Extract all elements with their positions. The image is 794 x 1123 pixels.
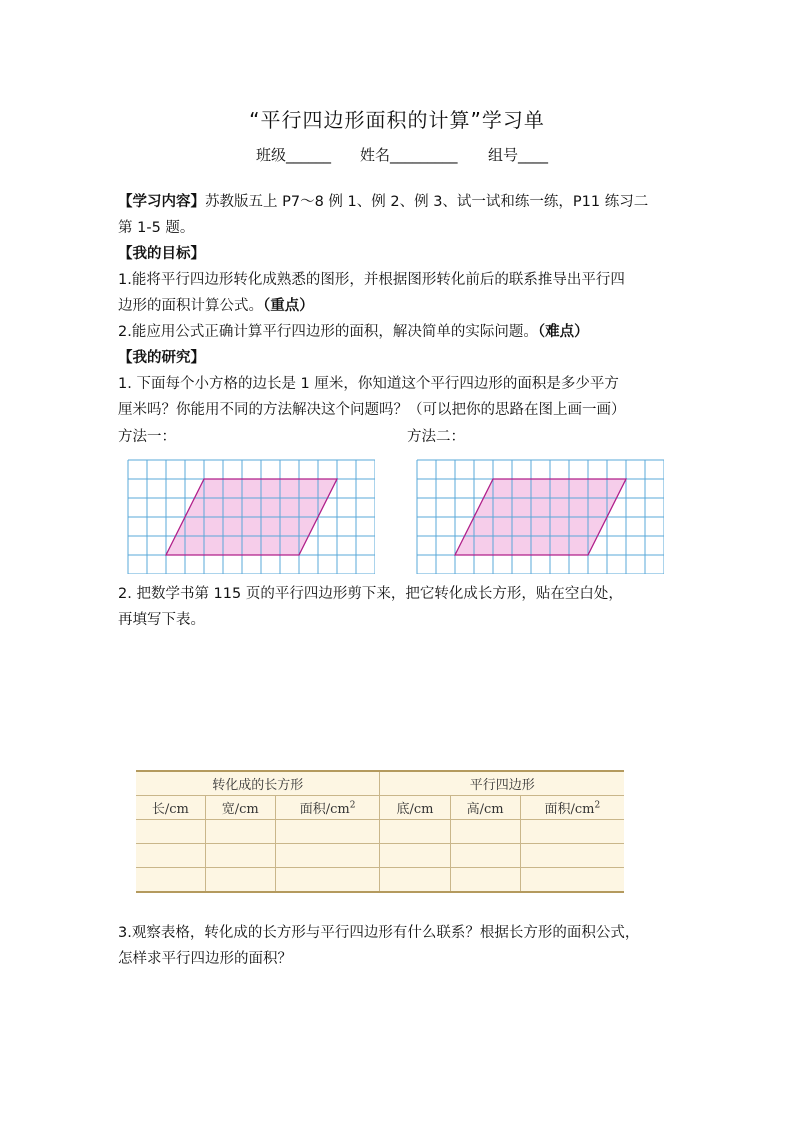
table-cell[interactable] (205, 868, 275, 893)
table-cell[interactable] (520, 820, 624, 844)
method2-label: 方法二： (407, 429, 465, 445)
goal1-line2-text: 边形的面积计算公式。 (118, 298, 263, 314)
table-cell[interactable] (450, 868, 520, 893)
study-text-2: 第 1-5 题。 (118, 220, 195, 236)
table-cell[interactable] (275, 868, 380, 893)
q1-line2: 厘米吗？你能用不同的方法解决这个问题吗？（可以把你的思路在图上画一画） (118, 402, 626, 418)
table-group-rectangle: 转化成的长方形 (136, 771, 380, 796)
difficult-point-mark: （难点） (537, 324, 589, 340)
research-tag: 【我的研究】 (118, 350, 205, 366)
record-table (136, 770, 624, 893)
q1-line1: 1. 下面每个小方格的边长是 1 厘米，你知道这个平行四边形的面积是多少平方 (118, 376, 619, 392)
goal2-text: 2.能应用公式正确计算平行四边形的面积，解决简单的实际问题。 (118, 324, 538, 340)
study-content-line1 (118, 189, 648, 215)
table-cell[interactable] (136, 868, 205, 893)
method1-label: 方法一： (118, 429, 176, 445)
grid-method-1[interactable] (127, 459, 375, 574)
table-cell[interactable] (275, 844, 380, 868)
col-base: 底/cm (380, 796, 450, 820)
table-cell[interactable] (205, 844, 275, 868)
goal1-line2 (118, 293, 314, 319)
table-cell[interactable] (450, 820, 520, 844)
class-label: 班级 (256, 146, 287, 164)
table-row (136, 844, 624, 868)
table-cell[interactable] (520, 868, 624, 893)
col-para-area: 面积$/cm^2$ (520, 796, 624, 820)
q3-line1: 3.观察表格，转化成的长方形与平行四边形有什么联系？根据长方形的面积公式， (118, 925, 640, 941)
key-point-mark: （重点） (263, 298, 314, 314)
table-cell[interactable] (205, 820, 275, 844)
study-tag: 【学习内容】 (118, 194, 205, 210)
table-row (136, 820, 624, 844)
worksheet-title: “平行四边形面积的计算”学习单 (249, 108, 545, 132)
q2-line1: 2. 把数学书第 115 页的平行四边形剪下来，把它转化成长方形，贴在空白处， (118, 586, 623, 602)
name-field[interactable] (360, 144, 458, 165)
name-blank: _________ (390, 146, 458, 164)
group-field[interactable] (488, 144, 548, 165)
table-group-parallelogram: 平行四边形 (380, 771, 624, 796)
study-text-1: 苏教版五上 P7～8 例 1、例 2、例 3、试一试和练一练，P11 练习二 (205, 194, 649, 210)
table-cell[interactable] (380, 820, 450, 844)
goal-tag: 【我的目标】 (118, 246, 205, 262)
paste-area (118, 640, 678, 760)
col-length: 长/cm (136, 796, 205, 820)
class-field[interactable] (256, 144, 331, 165)
group-label: 组号 (488, 146, 519, 164)
col-rect-area: 面积$/cm^2$ (275, 796, 380, 820)
name-label: 姓名 (360, 146, 391, 164)
table-cell[interactable] (380, 868, 450, 893)
table-cell[interactable] (136, 820, 205, 844)
table-cell[interactable] (136, 844, 205, 868)
q2-line2: 再填写下表。 (118, 612, 205, 628)
goal1-line1: 1.能将平行四边形转化成熟悉的图形，并根据图形转化前后的联系推导出平行四 (118, 272, 625, 288)
table-cell[interactable] (380, 844, 450, 868)
goal2-line (118, 319, 589, 345)
col-width: 宽/cm (205, 796, 275, 820)
grid-method-2[interactable] (416, 459, 664, 574)
table-cell[interactable] (450, 844, 520, 868)
table-cell[interactable] (275, 820, 380, 844)
table-cell[interactable] (520, 844, 624, 868)
table-row (136, 868, 624, 893)
q3-line2: 怎样求平行四边形的面积？ (118, 951, 292, 967)
group-blank: ____ (518, 146, 549, 164)
col-height: 高/cm (450, 796, 520, 820)
class-blank: ______ (286, 146, 332, 164)
